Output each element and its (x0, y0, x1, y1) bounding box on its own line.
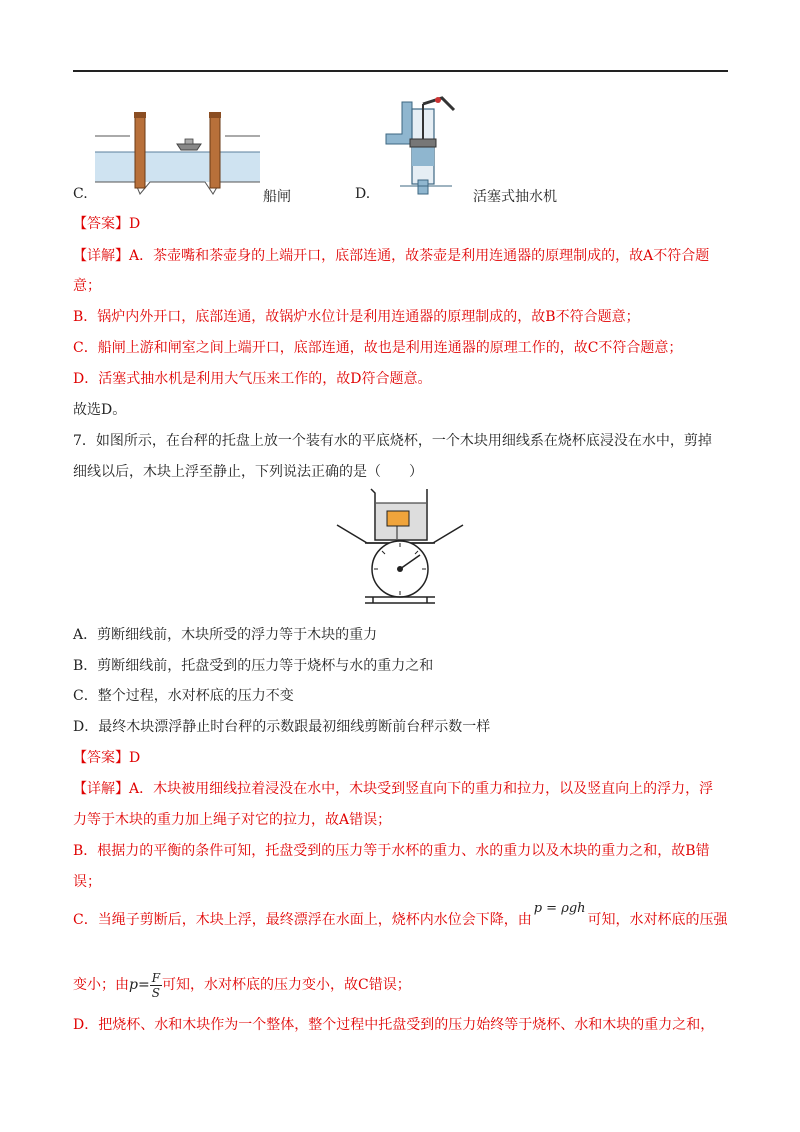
question-7-line2: 细线以后，木块上浮至静止，下列说法正确的是（ ） (73, 464, 423, 480)
detail-6-a-line2: 意； (73, 278, 101, 294)
fraction-numerator: F (151, 970, 161, 985)
header-rule (73, 70, 728, 72)
detail-7-c-line1-post: 可知，水对杯底的压强 (587, 912, 728, 928)
fraction-denominator: S (151, 985, 160, 1000)
option-c-caption: 船闸 (263, 189, 291, 205)
question-7-line1: 7．如图所示，在台秤的托盘上放一个装有水的平底烧杯，一个木块用细线系在烧杯底浸没在水中，剪掉 (73, 433, 712, 449)
detail-6-d: D．活塞式抽水机是利用大气压来工作的，故D符合题意。 (73, 371, 432, 387)
formula-equals: = (137, 977, 150, 993)
detail-6-b: B．锅炉内外开口，底部连通，故锅炉水位计是利用连通器的原理制成的，故B不符合题意； (73, 309, 640, 325)
option-d-caption: 活塞式抽水机 (473, 189, 557, 205)
detail-7-c-line1-pre: C．当绳子剪断后，木块上浮，最终漂浮在水面上，烧杯内水位会下降，由 (73, 912, 532, 928)
detail-7-c-line2-post: 可知，水对杯底的压力变小，故C错误； (162, 977, 411, 993)
option-c-label: C. (73, 186, 88, 202)
detail-6-a-line1: 【详解】A．茶壶嘴和茶壶身的上端开口，底部连通，故茶壶是利用连通器的原理制成的，故A不符合题 (73, 248, 710, 264)
detail-7-c-line1 (73, 901, 728, 931)
answer-6: 【答案】D (73, 216, 141, 232)
formula-p: p (129, 977, 138, 993)
detail-7-a-line2: 力等于木块的重力加上绳子对它的拉力，故A错误； (73, 812, 392, 828)
detail-7-b-line2: 误； (73, 874, 101, 890)
option-7-a: A．剪断细线前，木块所受的浮力等于木块的重力 (73, 627, 378, 643)
detail-7-d: D．把烧杯、水和木块作为一个整体，整个过程中托盘受到的压力始终等于烧杯、水和木块的重力之和， (73, 1017, 715, 1033)
answer-7: 【答案】D (73, 750, 141, 766)
scale-beaker-figure (335, 483, 465, 608)
detail-6-conclusion: 故选D。 (73, 402, 127, 418)
option-7-b: B．剪断细线前，托盘受到的压力等于烧杯与水的重力之和 (73, 658, 434, 674)
piston-pump-figure (372, 94, 462, 198)
ship-lock-figure (95, 106, 260, 198)
option-7-c: C．整个过程，水对杯底的压力不变 (73, 688, 294, 704)
detail-6-c: C．船闸上游和闸室之间上端开口，底部连通，故也是利用连通器的原理工作的，故C不符合题意； (73, 340, 683, 356)
detail-7-c-line2-pre: 变小；由 (73, 977, 129, 993)
pressure-formula: p = ρgh (533, 901, 586, 916)
option-d-label: D. (355, 186, 371, 202)
option-7-d: D．最终木块漂浮静止时台秤的示数跟最初细线剪断前台秤示数一样 (73, 719, 491, 735)
detail-7-a-line1: 【详解】A．木块被用细线拉着浸没在水中，木块受到竖直向下的重力和拉力，以及竖直向上的浮力，浮 (73, 781, 714, 797)
pressure-fraction (150, 971, 162, 1000)
detail-7-b-line1: B．根据力的平衡的条件可知，托盘受到的压力等于水杯的重力、水的重力以及木块的重力之和，故B错 (73, 843, 710, 859)
detail-7-c-line2 (73, 970, 411, 1000)
